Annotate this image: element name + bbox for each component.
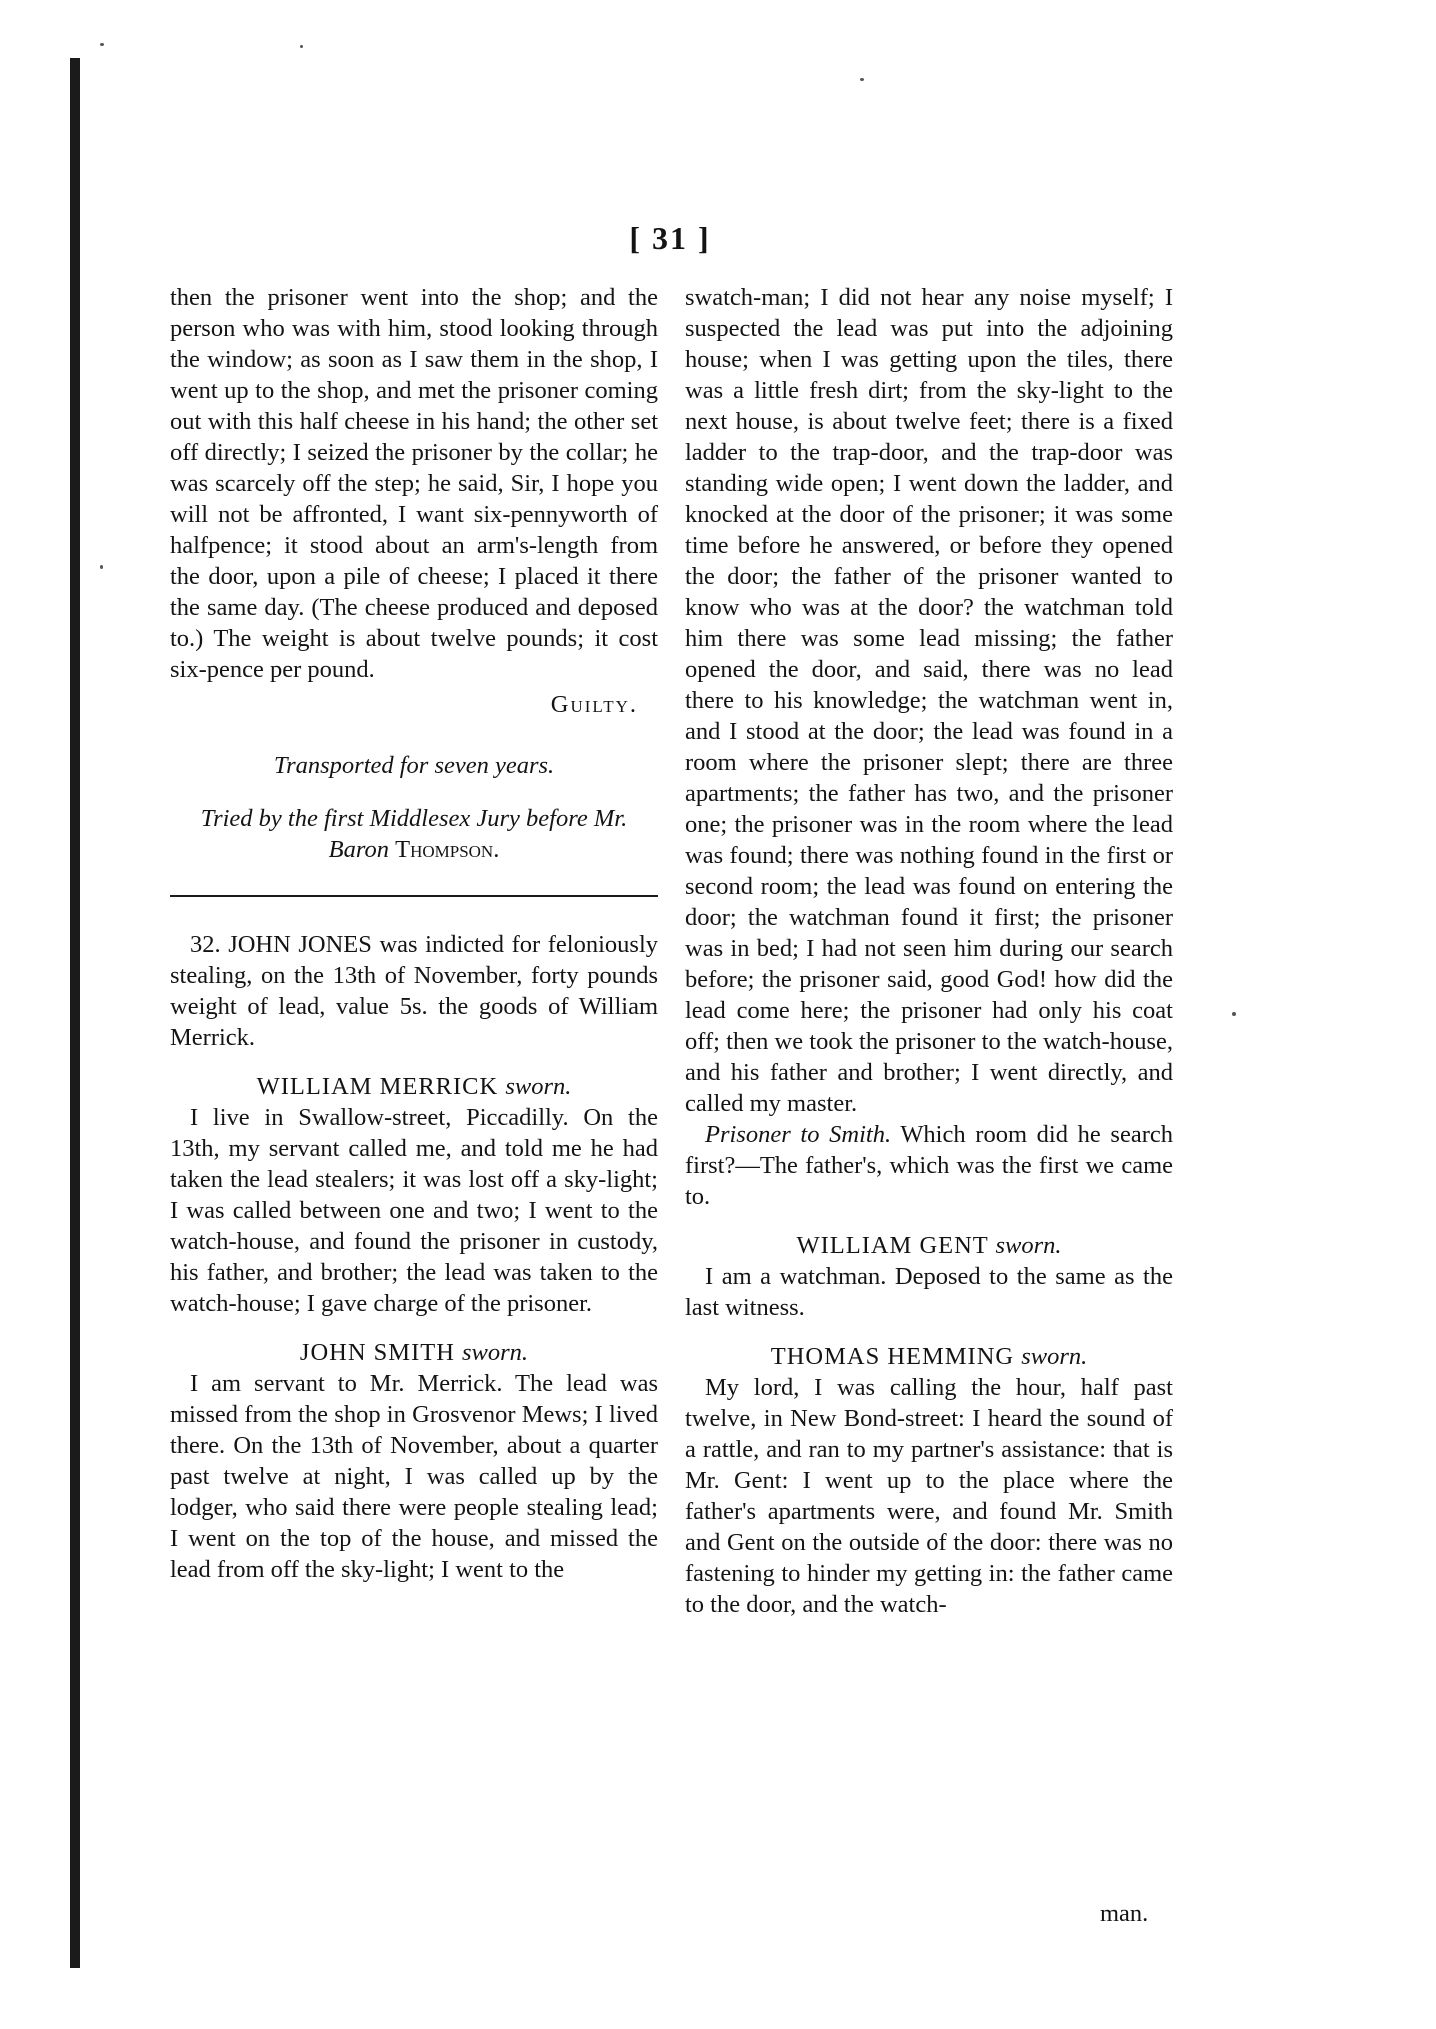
testimony-paragraph: swatch-man; I did not hear any noise myself; I suspected the lead was put into the adjoining house; when I was getting upon the tiles, there was a little fresh dirt; from the sky-light to the next house, is about twelve feet; there is a fixed ladder to the trap-door, and the trap-door was standing wide open; I went down the ladder, and knocked at the door of the prisoner; it was some time before he answered, or before they opened the door; the father of the prisoner wanted to know who was at the door? the watchman told him there was some lead missing; the father opened the door, and said, there was no lead there to his knowledge; the watchman went in, and I stood at the door; the lead was found in a room where the prisoner slept; there are three apartments; the father has two, and the prisoner one; the prisoner was in the room where the lead was found; there was nothing found in the first or second room; the lead was found on entering the door; the watchman found it first; the prisoner was in bed; I had not seen him during our search before; the prisoner said, good God! how did the lead come here; the prisoner had only his coat off; then we took the prisoner to the watch-house, and his father and brother; I went directly, and called my master.: [685, 284, 1173, 1117]
ink-speck: [860, 78, 864, 81]
ink-speck: [100, 43, 104, 46]
question-label: Prisoner to Smith.: [705, 1121, 892, 1148]
verdict: Guilty.: [550, 691, 638, 718]
witness-testimony: I am servant to Mr. Merrick. The lead was missed from the shop in Grosvenor Mews; I lived there. On the 13th of November, about a quarter past twelve at night, I was called up by the lodger, who said there were people stealing lead; I went on the top of the house, and missed the lead from off the sky-light; I went to the: [170, 1370, 658, 1583]
witness-heading: [685, 1341, 1173, 1372]
section-divider: [170, 895, 658, 897]
page-number: [ 31 ]: [629, 220, 711, 256]
witness-heading: [685, 1230, 1173, 1261]
sworn-label: sworn.: [1021, 1343, 1088, 1370]
witness-heading: [170, 1337, 658, 1368]
indictment: 32. JOHN JONES was indicted for feloniously stealing, on the 13th of November, forty pounds weight of lead, value 5s. the goods of William Merrick.: [170, 931, 658, 1051]
witness-testimony: I live in Swallow-street, Piccadilly. On the 13th, my servant called me, and told me he had taken the lead stealers; it was lost off a sky-light; I was called between one and two; I went to the watch-house, and found the prisoner in custody, his father, and brother; the lead was taken to the watch-house; I gave charge of the prisoner.: [170, 1104, 658, 1317]
right-column: [685, 282, 1173, 1620]
witness-name: WILLIAM GENT: [796, 1232, 989, 1259]
witness-name: THOMAS HEMMING: [770, 1343, 1015, 1370]
witness-heading: [170, 1071, 658, 1102]
sworn-label: sworn.: [995, 1232, 1062, 1259]
trial-note: [170, 803, 658, 865]
cross-examination: [685, 1119, 1173, 1212]
sentence: Transported for seven years.: [273, 752, 555, 779]
sworn-label: sworn.: [505, 1073, 572, 1100]
witness-name: WILLIAM MERRICK: [256, 1073, 499, 1100]
question-text: Which room did he search first?—The father's, which was the first we came to.: [685, 1121, 1173, 1210]
trial-note-text: Tried by the first Middlesex Jury before Mr. Baron: [200, 805, 628, 863]
left-column: [170, 282, 658, 1585]
ink-speck: [1232, 1012, 1236, 1016]
ink-speck: [100, 565, 103, 569]
ink-speck: [300, 45, 303, 48]
witness-testimony: I am a watchman. Deposed to the same as the last witness.: [685, 1263, 1173, 1321]
testimony-paragraph: then the prisoner went into the shop; and the person who was with him, stood looking through the window; as soon as I saw them in the shop, I went up to the shop, and met the prisoner coming out with this half cheese in his hand; the other set off directly; I seized the prisoner by the collar; he was scarcely off the step; he said, Sir, I hope you will not be affronted, I want six-pennyworth of halfpence; it stood about an arm's-length from the door, upon a pile of cheese; I placed it there the same day. (The cheese produced and deposed to.) The weight is about twelve pounds; it cost six-pence per pound.: [170, 284, 658, 683]
catchword: man.: [1100, 1900, 1149, 1927]
witness-testimony: My lord, I was calling the hour, half past twelve, in New Bond-street: I heard the sound of a rattle, and ran to my partner's assistance: that is Mr. Gent: I went up to the place where the father's apartments were, and found Mr. Smith and Gent on the outside of the door: there was no fastening to hinder my getting in: the father came to the door, and the watch-: [685, 1374, 1173, 1618]
witness-name: JOHN SMITH: [299, 1339, 455, 1366]
sworn-label: sworn.: [462, 1339, 529, 1366]
binding-edge: [70, 58, 80, 1968]
judge-name: Thompson.: [395, 836, 500, 863]
